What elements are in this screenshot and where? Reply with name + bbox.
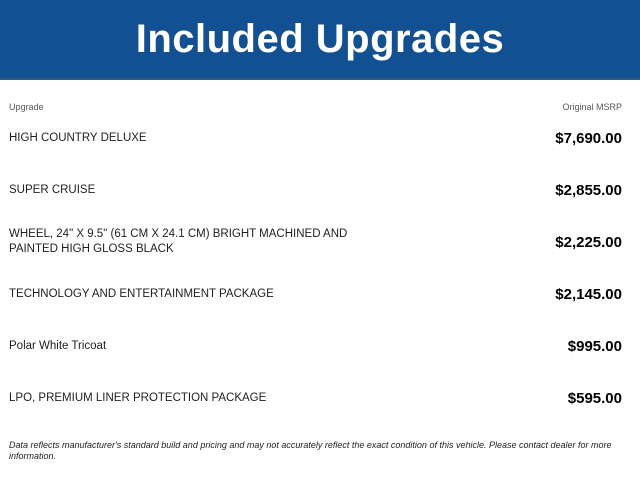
upgrade-name: HIGH COUNTRY DELUXE (9, 131, 147, 144)
column-header-upgrade: Upgrade (9, 102, 44, 112)
disclaimer-footer (0, 424, 640, 462)
upgrade-name: Polar White Tricoat (9, 339, 107, 352)
table-row (9, 372, 622, 424)
upgrade-price: $2,855.00 (555, 181, 622, 199)
upgrades-table (0, 80, 640, 424)
table-row (9, 164, 622, 216)
disclaimer-text: Data reflects manufacturer's standard build and pricing and may not accurately reflect the exact condition of this vehicle. Please contact dealer for more information. (9, 440, 612, 461)
table-row (9, 216, 622, 268)
upgrade-name: LPO, PREMIUM LINER PROTECTION PACKAGE (9, 391, 267, 404)
table-row (9, 268, 622, 320)
table-row (9, 112, 622, 164)
upgrade-price: $7,690.00 (555, 129, 622, 147)
table-row (9, 320, 622, 372)
upgrade-price: $2,225.00 (555, 233, 622, 251)
upgrade-price: $995.00 (567, 337, 622, 355)
upgrade-name: TECHNOLOGY AND ENTERTAINMENT PACKAGE (9, 287, 274, 300)
upgrade-price: $595.00 (567, 389, 622, 407)
upgrade-name: WHEEL, 24" X 9.5" (61 CM X 24.1 CM) BRIGHT MACHINED AND PAINTED HIGH GLOSS BLACK (9, 228, 348, 255)
page-title: Included Upgrades (135, 16, 505, 61)
upgrade-price: $2,145.00 (555, 285, 622, 303)
column-header-msrp: Original MSRP (562, 102, 622, 112)
header-banner (0, 0, 640, 80)
upgrade-name: SUPER CRUISE (9, 183, 96, 196)
table-header-row (9, 80, 622, 112)
